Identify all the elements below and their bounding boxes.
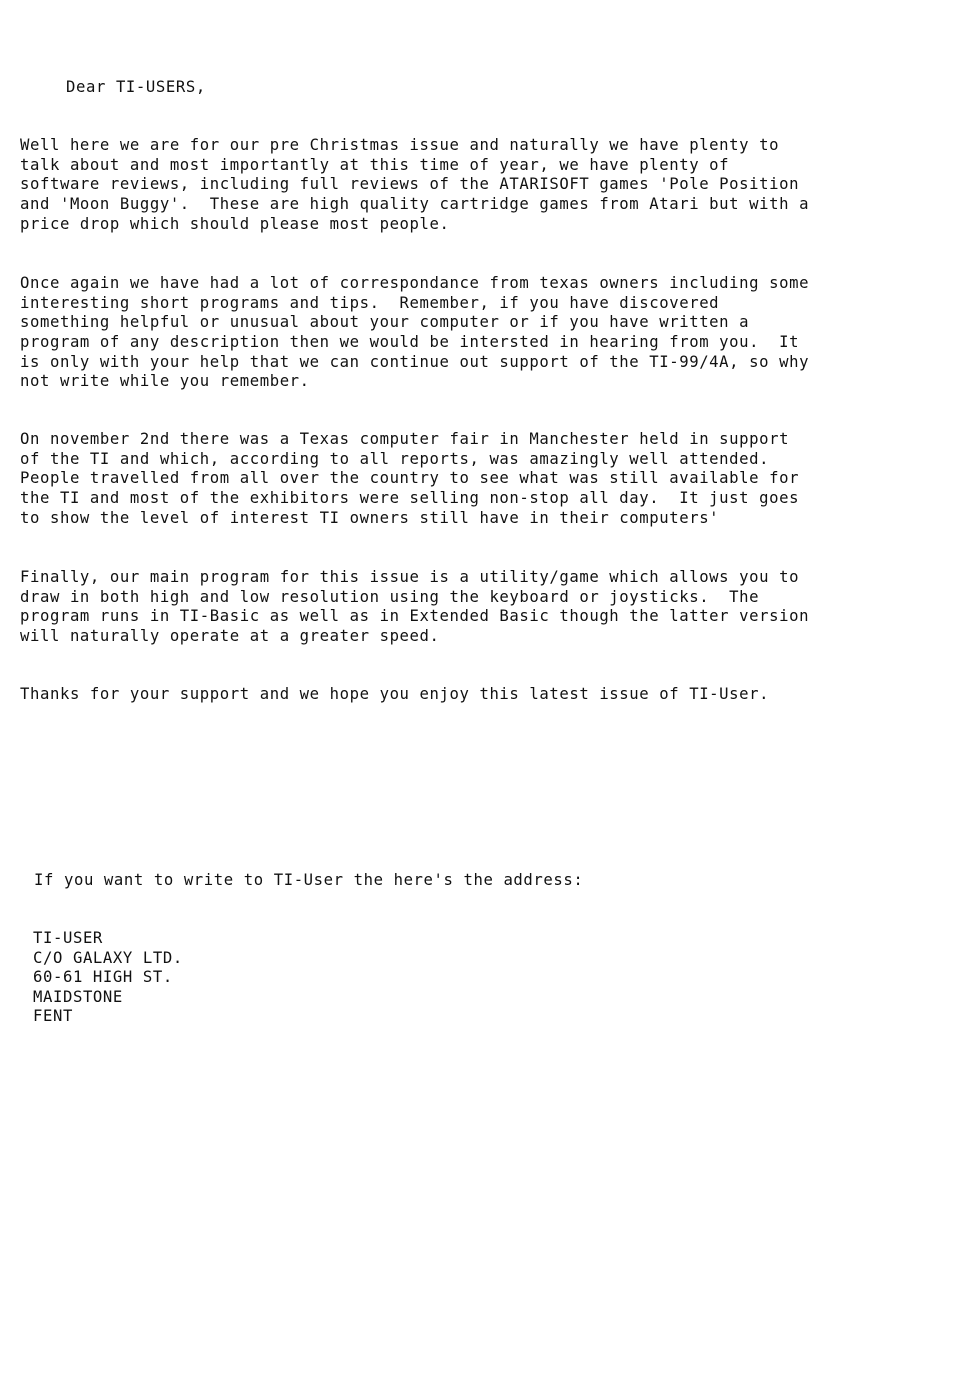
paragraph-line: not write while you remember.	[20, 372, 310, 391]
address-line: 60-61 HIGH ST.	[33, 968, 173, 987]
paragraph-thanks	[20, 685, 955, 705]
paragraph-line: draw in both high and low resolution using the keyboard or joysticks. The	[20, 587, 760, 606]
paragraph-line: On november 2nd there was a Texas computer fair in Manchester held in support	[20, 430, 790, 448]
paragraph-line: is only with your help that we can continue out support of the TI-99/4A, so why	[20, 352, 810, 371]
paragraph-line: People travelled from all over the country to see what was still available for	[20, 469, 800, 488]
paragraph-line: will naturally operate at a greater speed.	[20, 627, 440, 646]
paragraph-line: Finally, our main program for this issue is a utility/game which allows you to	[20, 568, 800, 586]
postal-address	[33, 929, 183, 1027]
paragraph-line: interesting short programs and tips. Remember, if you have discovered	[20, 293, 720, 312]
paragraph-line: something helpful or unusual about your computer or if you have written a	[20, 313, 750, 332]
paragraph-line: Once again we have had a lot of correspondance from texas owners including some	[20, 274, 810, 292]
address-intro: If you want to write to TI-User the here's the address:	[34, 871, 584, 889]
paragraph-line: and 'Moon Buggy'. These are high quality cartridge games from Atari but with a	[20, 195, 810, 214]
paragraph-line: to show the level of interest TI owners still have in their computers'	[20, 508, 720, 527]
paragraph-line: of the TI and which, according to all reports, was amazingly well attended.	[20, 449, 770, 468]
paragraph-line: talk about and most importantly at this time of year, we have plenty of	[20, 155, 730, 174]
paragraph-line: program of any description then we would be intersted in hearing from you. It	[20, 333, 800, 352]
address-line: FENT	[33, 1007, 73, 1026]
address-line: MAIDSTONE	[33, 987, 123, 1006]
paragraph-line: software reviews, including full reviews of the ATARISOFT games 'Pole Position	[20, 175, 800, 194]
paragraph-computer-fair	[20, 430, 955, 528]
paragraph-line: the TI and most of the exhibitors were selling non-stop all day. It just goes	[20, 489, 800, 508]
paragraph-main-program	[20, 568, 955, 647]
paragraph-correspondence	[20, 274, 955, 392]
address-line: C/O GALAXY LTD.	[33, 948, 183, 967]
paragraph-line: Well here we are for our pre Christmas issue and naturally we have plenty to	[20, 136, 780, 154]
letter-greeting: Dear TI-USERS,	[66, 78, 206, 96]
address-line: TI-USER	[33, 929, 103, 947]
paragraph-christmas-issue	[20, 136, 955, 234]
paragraph-line: price drop which should please most people.	[20, 214, 450, 233]
paragraph-line: program runs in TI-Basic as well as in Extended Basic though the latter version	[20, 607, 810, 626]
paragraph-line: Thanks for your support and we hope you enjoy this latest issue of TI-User.	[20, 685, 770, 703]
